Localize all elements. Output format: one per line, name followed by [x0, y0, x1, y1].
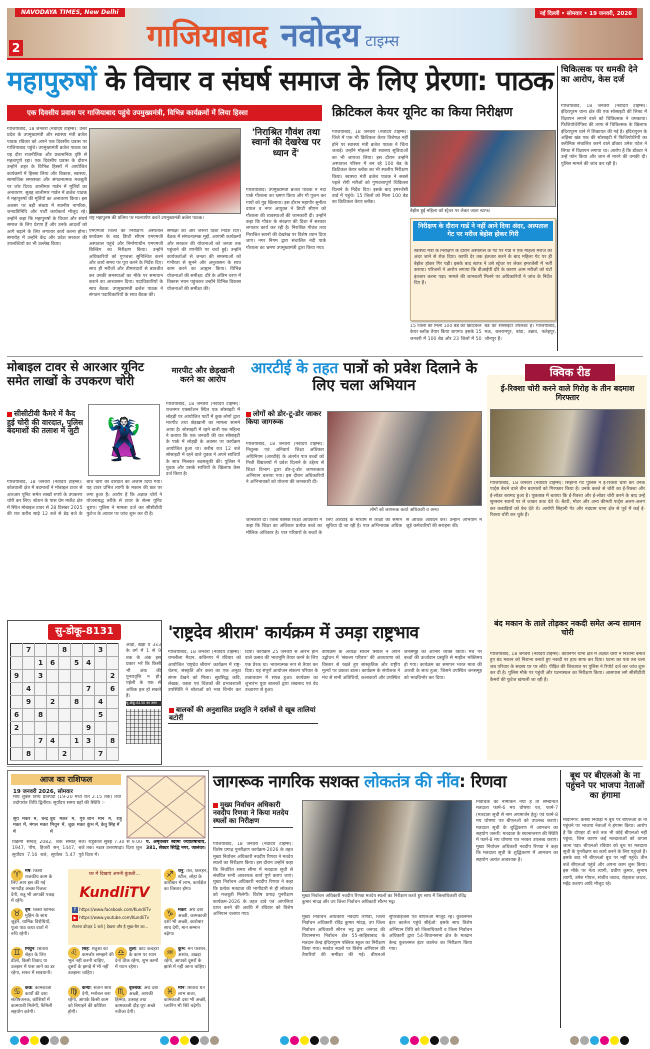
- lead-body-col3: समीक्षा की और जरूरी दिशा निर्देश दिए। बैठक में संगठनात्मक मुद्दों, आगामी कार्यक्रमों और सरकार की योजनाओं को जनता तक पहुंचाने की रणनीति पर चर्चा हुई। उन्होंने कार्यकर्ताओं से जनता की समस्याओं को गंभीरता से सुनने और अनुशासन के साथ काम करने का आह्वान किया। विभिन्न योजनाओं की समीक्षा: दौरे के अंतिम चरण में विकास भवन पहुंचकर उन्होंने विभिन्न विकास योजनाओं की समीक्षा की।: [167, 229, 241, 292]
- lead-headline: [7, 66, 553, 97]
- sudoku-cell: 5: [95, 709, 107, 722]
- sudoku-cell: [35, 696, 47, 709]
- sudoku-cell: [59, 709, 71, 722]
- zodiac-name: मिथुन: [25, 947, 35, 952]
- divider: [7, 356, 643, 357]
- sudoku-cell: [71, 722, 83, 735]
- erickshaw-body: गाजियाबाद, 18 जनवरी (नवोदय टाइम्स): सिहानी गेट पुलिस ने ई-रिक्शा चोरी कर उनके पार्ट्स बेचने वाले तीन बदमाशों को गिरफ्तार किया है। उनके कब्जे से चोरी का ई-रिक्शा और ई-लोडर बरामद हुआ है। पूछताछ में बताया कि ई-रिक्शा और ई-लोडर चोरी करने के बाद उन्हें सुनसान स्थानों पर ले जाकर काट देते थे। बैटरी, मोटर और अन्य कीमती पार्ट्स अलग-अलग कर कबाड़ियों को बेच देते थे। आरोपी सिहानी गेट और नंदग्राम थाना क्षेत्र से पूर्व में कई ई-रिक्शा चोरी कर चुके हैं।: [490, 481, 645, 519]
- facebook-icon: f: [72, 907, 78, 913]
- quick-read-tag: क्विक रीड: [525, 364, 615, 381]
- sudoku-cell: [23, 670, 35, 683]
- facebook-url[interactable]: https://www.facebook.com/KundliTv: [79, 907, 151, 912]
- rte-headline-highlight: आरटीई के तहत: [250, 359, 339, 377]
- vote-headline-highlight: लोकतंत्र की नींव: [364, 772, 460, 791]
- sudoku-cell: [11, 748, 23, 761]
- sudoku-answer-label: सु-डोकू-8130 का उत्तर: [126, 701, 161, 706]
- youtube-icon: ▶: [73, 915, 77, 920]
- sudoku-cell: [59, 735, 71, 748]
- sudoku-cell: [35, 748, 47, 761]
- vote-photo-caption: मुख्य निर्वाचन अधिकारी नवदीप रिणवा मतदेय स्थलों का निरीक्षण करते हुए साथ में जिलाधिकारी रविंद्र कुमार मांदड़ और उप जिला निर्वाचन अधिकारी सौरभ भट्ट।: [302, 894, 467, 905]
- sudoku-cell: [71, 748, 83, 761]
- vote-bullet: मुख्य निर्वाचन अधिकारी नवदीप रिणवा ने किया मतदेय स्थलों का निरीक्षण: [213, 801, 293, 828]
- rte-body2: जानकारी दी। जिला बेसिक शिक्षा अधिकारी ने कहा कि शिक्षा का अधिकार प्रत्येक बच्चे का मौलिक अधिकार है। पात्र परिवारों के बच्चों के लिए आरटीई के माध्यम से शिक्षा की समान सुविधा दी जा रही है। पात्र अभिभावक अधिक से अधिक आवेदन करें। उन्होंने अभियान में जुड़े कर्मचारियों की सराहना की।: [246, 518, 482, 536]
- erickshaw-headline: ई-रिक्शा चोरी करने वाले गिरोह के तीन बदमाश गिरफ्तार: [500, 384, 635, 402]
- sudoku-cell: [59, 670, 71, 683]
- zodiac-name: वृश्चिक: [129, 986, 141, 991]
- sudoku-cell: 8: [23, 748, 35, 761]
- lead-photo: [89, 128, 241, 214]
- title-brand: नवोदय: [280, 16, 361, 54]
- sudoku-cell: [107, 696, 119, 709]
- sudoku-cell: [47, 670, 59, 683]
- sudoku: [7, 620, 162, 765]
- registration-dots-mid: [160, 1030, 220, 1049]
- icu-headline: क्रिटिकल केयर यूनिट का किया निरीक्षण: [332, 104, 513, 119]
- icu-box-body: स्वास्थ्य मंत्री के निरीक्षण के दौरान अस्पताल के गेट पर गार्ड ने एक महिला मरीज को अंदर जाने से रोक दिया। काफी देर तक इंतजार करने के बाद महिला गेट पर ही बेहोश होकर गिर पड़ी। इसके बाद स्टाफ ने उसे स्ट्रेचर पर लेकर इमरजेंसी में भर्ती कराया। परिजनों ने आरोप लगाया कि वीआईपी दौरे के कारण आम मरीजों को घंटों इंतजार करना पड़ा। मामले की जानकारी मिलने पर अधिकारियों ने जांच के निर्देश दिए हैं।: [414, 249, 552, 287]
- kundli-timing: रोजाना दोपहर 1 बजे | देखना और है सुख-चैन का...: [72, 924, 149, 929]
- sudoku-cell: [11, 644, 23, 657]
- zodiac-sign-4: ♋ कर्क: कामकाजी कार्यों की दशा संतोषजनक, कोशिशों में कामयाबी मिलेगी, फैमिली सहयोग करेगी।: [11, 986, 53, 1015]
- zodiac-text: संतान साथ देगी, मनोबल बना रहेगा, आपके किसी काम को बिगाड़ने की कोशिश होगी।: [68, 986, 112, 1015]
- zodiac-name: कन्या: [82, 986, 91, 991]
- masthead: [7, 8, 643, 60]
- sudoku-cell: 7: [95, 748, 107, 761]
- sudoku-cell: 4: [83, 657, 95, 670]
- zodiac-text: अर्थ दशा अच्छी, आपकी हिम्मत, उत्साह तथा कामकाजी दौड़ धूप अच्छे नतीजा देगी।: [115, 986, 159, 1015]
- zodiac-icon: ♉: [11, 908, 23, 920]
- gaushala-headline: 'निराश्रित गौवंश तथा स्वानों की देखरेख पर ध्यान दें': [251, 128, 321, 159]
- zodiac-name: मेष: [25, 869, 31, 874]
- title-city: गाजियाबाद: [147, 19, 268, 54]
- vote-headline-a: जागरूक नागरिक सशक्त: [213, 772, 365, 791]
- lead-subhead: एक दिवसीय प्रवास पर गाजियाबाद पहुंचे उपमुख्यमंत्री, विभिन्न कार्यक्रमों में लिया हिस्सा: [7, 105, 322, 121]
- sudoku-cell: 4: [95, 696, 107, 709]
- icu-photo: [410, 130, 556, 207]
- zodiac-sign-2: ♉ वृष: किसी धार्मिक मुहिम के साथ जुड़ने, धार्मिक विरोधियों, पूजा पाठ कथा वार्ता में रुचि रहेगी।: [11, 908, 55, 937]
- kundli-ad-brand: KundliTV: [79, 885, 150, 901]
- zodiac-sign-12: ♓ मीन: सितारा धन लाभ वाला, कामकाजी दशा भी अच्छी, प्लानिंग भी सिरे चढ़ेगी।: [164, 986, 207, 1009]
- sudoku-cell: [107, 709, 119, 722]
- facebook-link[interactable]: [72, 907, 161, 913]
- registration-dots-mid3: [400, 1030, 460, 1049]
- zodiac-sign-8: ♏ वृश्चिक: अर्थ दशा अच्छी, आपकी हिम्मत, उत्साह तथा कामकाजी दौड़ धूप अच्छे नतीजा देगी।: [115, 986, 159, 1015]
- sudoku-cell: [11, 657, 23, 670]
- sudoku-rules: आड़ी, खड़ी व 3x3 के वर्ग में 1 से 9 तक के अंक इस प्रकार भरें कि किसी भी अंक की पुनरावृत्ति न हो। पहेली के एक से अधिक हल हो सकते हैं।: [126, 643, 161, 699]
- sudoku-cell: [59, 722, 71, 735]
- zodiac-sign-7: ♎ तुला: कोर्ट कचहरी के काम पर ध्यान देना ठीक रहेगा, शुभ कामों में ध्यान रहेगा।: [115, 947, 159, 970]
- dateline: नई दिल्ली • सोमवार • 19 जनवरी, 2026: [535, 8, 637, 18]
- zodiac-text: मन परेशान, अशांत, उखड़ा रहेगा, आपको दूसरों के झांसे में नहीं आना चाहिए।: [164, 947, 207, 970]
- sudoku-cell: [83, 709, 95, 722]
- sudoku-cell: 2: [59, 748, 71, 761]
- sudoku-title: [48, 624, 121, 640]
- sudoku-cell: [107, 644, 119, 657]
- ramfest-headline: 'राष्ट्रदेव श्रीराम' कार्यक्रम में उमड़ा राष्ट्रभाव: [168, 623, 419, 643]
- rte-headline: [246, 360, 482, 395]
- sudoku-cell: [83, 696, 95, 709]
- erickshaw-photo: [490, 409, 645, 477]
- rashifal-author: पं. अमृतेश्वर स्वामी ज्योतिषाचार्य, 381, सेक्टर सिद्धि नगर, जालंधर।: [146, 840, 206, 852]
- theft-bullet: सीसीटीवी कैमरे में कैद हुई चोरी की वारदात, पुलिस बदमाशों की तलाश में जुटी: [7, 409, 84, 436]
- divider: [7, 766, 643, 767]
- zodiac-icon: ♎: [115, 947, 127, 959]
- rashifal-title: आज का राशिफल: [11, 774, 121, 785]
- rashifal-date: 19 जनवरी 2026, सोमवार: [13, 789, 73, 795]
- zodiac-name: तुला: [129, 947, 136, 952]
- planet-3: शनि मीन में, राहु कुंभ में, केतु सिंह में: [87, 817, 122, 829]
- sudoku-cell: [47, 748, 59, 761]
- sudoku-cell: [83, 748, 95, 761]
- zodiac-sign-11: ♒ कुंभ: मन परेशान, अशांत, उखड़ा रहेगा, आपको दूसरों के झांसे में नहीं आना चाहिए।: [164, 947, 207, 970]
- lead-headline-rest: के विचार व संघर्ष समाज के लिए प्रेरणा: पाठक: [96, 66, 554, 97]
- sudoku-title-text: -डोकू-8131: [62, 626, 114, 637]
- zodiac-text: तेल, तिलहन, स्टील, लोहा के कारोबार में लाभ, कार्यक्षेत्र का विस्तार होगा।: [164, 869, 208, 892]
- ramfest-bullet: बालकों की अनुशासित प्रस्तुति ने दर्शकों से खूब तालियां बटोरीं: [168, 705, 318, 724]
- zodiac-sign-6: ♍ कन्या: संतान साथ देगी, मनोबल बना रहेगा, आपके किसी काम को बिगाड़ने की कोशिश होगी।: [68, 986, 112, 1015]
- ramfest-body2: कार्यक्रम के अध्यक्ष सचिन सिंघल ने अपने उद्बोधन में 'संकल्प परिवार' की अवधारणा को विस्तार से रखते हुए सांस्कृतिक और राष्ट्रीय मूल्यों पर प्रकाश डाला। कार्यक्रम के संयोजक ने मंच से सभी अतिथियों, कलाकारों और उपस्थित जनसमूह का आभार व्यक्त किया। मंच पर बच्चों की ऊर्जावान प्रस्तुति से माहौल भक्तिमय हो गया। कार्यक्रम का समापन भारत माता की आरती के साथ हुआ, जिसने उपस्थित जनसमूह को भावविभोर कर दिया।: [322, 650, 482, 681]
- edition-label: NAVODAYA TIMES, New Delhi: [15, 8, 125, 17]
- sudoku-cell: [95, 670, 107, 683]
- rashifal-tithi: माघ शुक्ल तिथि प्रतिपदा (19-20 मध्य रात 2.15 तक) तथा तदोपरांत तिथि द्वितीया। सूर्योदय समय ग्रहों की स्थिति :-: [13, 795, 121, 807]
- lead-headline-highlight: महापुरुषों: [7, 66, 97, 97]
- sudoku-cell: 5: [71, 657, 83, 670]
- zodiac-name: वृष: [25, 908, 31, 913]
- sudoku-cell: 4: [47, 735, 59, 748]
- ramfest-body: गाजियाबाद, 18 जनवरी (नवोदय टाइम्स): रामलीला मैदान, कविनगर में रविवार को आयोजित 'राष्ट्रदेव श्रीराम' कार्यक्रम में राष्ट्र-चेतना, संस्कृति और कला का एक अनूठा संगम देखने को मिला। सुप्रसिद्ध कवि, लेखक, वक्ता एवं चिंतकों की प्रभावशाली उपस्थिति ने श्रोताओं को भाव विभोर कर दिया। कार्यक्रम 25 जनवरी से आरंभ होने वाले उत्सव की भावभूमि तैयार करने के लिए एक प्रेरक था। भावनात्मक रूप से तैयार कर दिया। यह संपूर्ण आयोजन संकल्प परिवार के तत्वावधान में संपन्न हुआ। कार्यक्रम का शुभारंभ युवा बालकों द्वारा शंखनाद एवं वेद उच्चारण से हुआ।: [168, 650, 318, 694]
- kundli-ad-tag: घर में दिखाएं अपनी कुंडली...: [89, 872, 140, 877]
- zodiac-sign-1: ♈ मेष: किसी राजकीय काम के लिए आप इस की गई भागदौड़ अच्छा रिजल्ट देगी, शत्रु भी आपकी पकड़ में रहेंगे।: [11, 869, 55, 904]
- zodiac-icon: ♑: [164, 908, 176, 920]
- vote-headline: [213, 773, 506, 792]
- theft-headline: मोबाइल टावर से आरआर यूनिट समेत लाखों के उपकरण चोरी: [7, 360, 144, 388]
- zodiac-name: मीन: [178, 986, 185, 991]
- zodiac-icon: ♋: [11, 986, 23, 998]
- sudoku-cell: [47, 644, 59, 657]
- vote-photo: [302, 800, 472, 892]
- zodiac-icon: ♓: [164, 986, 176, 998]
- zodiac-icon: ♒: [164, 947, 176, 959]
- vote-body: गाजियाबाद, 18 जनवरी (नवोदय टाइम्स): विशेष प्रगाढ़ पुनरीक्षण कार्यक्रम-2026 के तहत मुख्य निर्वाचन अधिकारी नवदीप रिणवा ने मतदेय स्थलों का निरीक्षण किया। इस दौरान उन्होंने कहा कि निर्धारित समय सीमा में मतदाता सूची से संबंधित सभी आवश्यक कार्य पूर्ण कराए जाएं। मुख्य निर्वाचन अधिकारी नवदीप रिणवा ने कहा कि प्रत्येक मतदाता की भागीदारी से ही लोकतंत्र को मजबूती मिलेगी। विशेष प्रगाढ़ पुनरीक्षण कार्यक्रम-2026 के तहत दावे एवं आपत्तियां प्राप्त करने की अवधि में रविवार को विशेष अभियान चलाया गया।: [213, 842, 293, 918]
- zodiac-icon: ♌: [68, 947, 80, 959]
- icu-body: गाजियाबाद, 18 जनवरी (नवोदय टाइम्स): जिले में एक भी क्रिटिकल केयर विशेषज्ञ नहीं होने पर स्वास्थ्य मंत्री ब्रजेश पाठक ने चिंता जताई। उन्होंने मोहल्ले की स्वास्थ्य सुविधाओं का भी जायजा लिया। इस दौरान उन्होंने अस्पताल परिसर में बन रहे 100 बेड के क्रिटिकल केयर ब्लॉक का भी स्थलीय निरीक्षण किया। स्वास्थ्य मंत्री ब्रजेश पाठक ने सबसे पहले रोगी मरीजों को गुणवत्तापूर्ण चिकित्सा दिलाने के निर्देश दिए। इसके बाद इमरजेंसी वार्ड में पहुंचे। 15 जिलों को मिला 100 बेड का क्रिटिकल केयर ब्लॉक।: [332, 130, 408, 206]
- zodiac-sign-5: ♌ सिंह: शत्रुओं को कमजोर समझने की भूल नहीं करनी चाहिए, दूसरों के झगड़े में भी नहीं उलझना चाहिए।: [68, 947, 114, 976]
- color-registration-marks: [10, 1030, 650, 1042]
- blo-body: मोदीनगर: कस्बा निवाड़ी में बूथ पर बीएलओ के ना पहुंचने पर भाजपा नेताओं ने हंगामा किया। आरोप है कि दोपहर दो बजे तक भी कोई बीएलओ नहीं पहुंचा, जिस कारण कई मतदाताओं को वापस जाना पड़ा। बीएलओ रविवार को बूथ पर मतदाता सूची के पुनरीक्षण का कार्य करने के लिए पहुंचते हैं। इसके बाद भी बीएलओ बूथ पर नहीं पहुंचे। तीन बजे बीएलओ पहुंचे और अपना काम शुरू किया। इस मौके पर नेता त्यागी, प्रवीण कुमार, सुभाष त्यागी, उमेश गोयल, संजीव जाटव, रोहताश जाटव, महेंद्र कश्यप आदि मौजूद रहे।: [563, 818, 647, 888]
- sudoku-cell: [11, 735, 23, 748]
- sudoku-cell: [71, 670, 83, 683]
- panchang: विक्रमी सम्वत् 2082, शक सम्वत् 1947, पौष, हिजरी सन् 1447, सूर्योदय 7.16 बजे, सूर्यास्त 5.47 बजे। राहुकाल सुबह 7.30 से 9.00 बजे तक। नक्षत्र उत्तराषाढ़ा। दिशा शूल पूर्व दिशा में।: [12, 840, 142, 858]
- sudoku-cell: [83, 670, 95, 683]
- sudoku-cell: [23, 722, 35, 735]
- sudoku-cell: 8: [107, 735, 119, 748]
- lead-photo-caption: राष्ट्र महापुरुष की प्रतिमा पर माल्यार्पण करते उपमुख्यमंत्री ब्रजेश पाठक।: [89, 216, 204, 221]
- rte-headline-rest: पात्रों को प्रवेश दिलाने के लिए चला अभियान: [312, 359, 478, 395]
- sudoku-cell: [35, 683, 47, 696]
- doctor-headline: चिकित्सक पर धमकी देने का आरोप, केस दर्ज: [561, 65, 638, 85]
- icu-box: [410, 218, 556, 321]
- sudoku-cell: [59, 696, 71, 709]
- sudoku-cell: [35, 722, 47, 735]
- zodiac-icon: ♈: [11, 869, 23, 881]
- zodiac-text: कोर्ट कचहरी के काम पर ध्यान देना ठीक रहेगा, शुभ कामों में ध्यान रहेगा।: [115, 947, 159, 970]
- sudoku-cell: [47, 683, 59, 696]
- zodiac-icon: ♍: [68, 986, 80, 998]
- vote-body3: निर्वाचक का नामांकन नया है तो सम्बन्धित मतदाता फार्म-6 मय घोषणा पत्र, फार्म-7 (मतदाता सूची से नाम अपमार्जन हेतु) एवं फार्म-8 मय घोषणा पत्र बीएलओ को उपलब्ध कराएं। मतदाता सूची के शुद्धिकरण में आमजन का सहयोग जरूरी: मतदाता के स्थानान्तरण की स्थिति में फार्म-8 मय घोषणा पत्र भरकर उपलब्ध कराएं। मुख्य निर्वाचन अधिकारी नवदीप रिणवा ने कहा कि मतदाता सूची के शुद्धिकरण में आमजन का सहयोग अत्यंत आवश्यक है।: [476, 800, 558, 863]
- sudoku-cell: [71, 709, 83, 722]
- sudoku-cell: 3: [35, 670, 47, 683]
- rashifal: [7, 770, 209, 1032]
- sudoku-cell: 2: [11, 722, 23, 735]
- youtube-link[interactable]: [72, 915, 161, 921]
- zodiac-text: कामकाजी कार्यों की दशा संतोषजनक, कोशिशों में कामयाबी मिलेगी, फैमिली सहयोग करेगी।: [11, 986, 53, 1015]
- zodiac-text: किसी धार्मिक मुहिम के साथ जुड़ने, धार्मिक विरोधियों, पूजा पाठ कथा वार्ता में रुचि रहेगी।: [11, 908, 55, 937]
- sudoku-cell: [107, 722, 119, 735]
- rte-photo: [327, 411, 482, 506]
- rte-bullet: लोगों को डोर-टू-डोर जाकर किया जागरूक: [246, 410, 324, 426]
- paper-title: [147, 16, 400, 54]
- zodiac-text: सितारा सेहत के लिए ढीला, किसी विवाद या उलझन में फंस जाने का डर रहेगा, सफर में सावधानी।: [11, 947, 55, 976]
- sudoku-cell: [35, 644, 47, 657]
- sudoku-cell: 8: [59, 644, 71, 657]
- registration-dots-mid2: [280, 1030, 340, 1049]
- zodiac-icon: ♏: [115, 986, 127, 998]
- zodiac-name: कुंभ: [178, 947, 185, 952]
- sudoku-cell: 9: [83, 722, 95, 735]
- zodiac-text: सितारा धन लाभ वाला, कामकाजी दशा भी अच्छी, प्लानिंग भी सिरे चढ़ेगी।: [164, 986, 207, 1009]
- zodiac-name: सिंह: [82, 947, 89, 952]
- sudoku-cell: 8: [71, 696, 83, 709]
- burglary-body: गाजियाबाद, 18 जनवरी (नवोदय टाइम्स): कविनगर थाना क्षेत्र में अज्ञात चोरों ने निशाना बनाते हुए बंद मकान को निशाना बनाते हुए नकदी पर हाथ साफ कर दिया। घटना का पता तब चला जब परिवार के सदस्य घर पर लौटे। पीड़ित की शिकायत पर पुलिस ने रिपोर्ट दर्ज कर जांच शुरू कर दी है। पुलिस मौके पर पहुंची और घटनास्थल का निरीक्षण किया। आसपास लगे सीसीटीवी कैमरों की फुटेज खंगाली जा रही है।: [490, 652, 645, 683]
- thief-illustration: 🦹: [88, 404, 160, 476]
- theft-body: गाजियाबाद, 18 जनवरी (नवोदय टाइम्स): कोतवाली क्षेत्र में बदमाशों ने मोबाइल टावर से आरआर यूनिट समेत लाखों रुपये के उपकरण चोरी कर लिए। स्टेशन के पास प्रेम मार्केट क्षेत्र में स्थित मोबाइल टावर से 28 दिसंबर 2025 की रात करीब साढ़े 12 बजे से डेढ़ बजे के बीच चोरी की वारदात को अंजाम दिया गया। यह टावर प्रभित त्यागी के मकान की छत पर लगा हुआ है। आरोप है कि अज्ञात चोरों ने योजनाबद्ध तरीके से टावर के सेल्स यूनिट चुराए। पुलिस ने मामला दर्ज कर सीसीटीवी फुटेज के आधार पर जांच शुरू कर दी है।: [7, 480, 162, 518]
- sudoku-cell: [23, 709, 35, 722]
- sudoku-answer-grid: [126, 709, 161, 744]
- zodiac-icon: ♊: [11, 947, 23, 959]
- icu-photo-caption: बेहोश हुई महिला को स्ट्रेचर पर लेकर जाता स्टाफ।: [410, 209, 491, 214]
- gaushala-body: गाजियाबाद। उपमुख्यमंत्री ब्रजेश पाठक ने नंदी पार्क गौशाला का भ्रमण किया और गौ पूजन कर गायों को गुड़ खिलाया। इस दौरान महापौर सुनीता दयाल व नगर आयुक्त ने डिप्टी सीएम को गौशाला की व्यवस्थाओं की जानकारी दी। उन्होंने कहा कि गौवंश के संरक्षण की दिशा में सरकार लगातार कार्य कर रही है। निराश्रित गौवंश तथा निराश्रित स्वानों की देखरेख पर विशेष ध्यान दिया जाए। नगर निगम द्वारा संचालित नंदी पार्क गौशाला का भ्रमण उपमुख्यमंत्री द्वारा किया गया।: [246, 188, 326, 251]
- youtube-url[interactable]: https://www.youtube.com/KundliTv: [79, 915, 150, 920]
- sudoku-cell: [71, 644, 83, 657]
- planet-1: सूर्य मकर में, चन्द्र मकर में, मंगल मकर में: [13, 817, 48, 835]
- sudoku-cell: 7: [83, 683, 95, 696]
- sudoku-cell: 3: [95, 644, 107, 657]
- burglary-headline: बंद मकान के ताले तोड़कर नकदी समेत अन्य सामान चोरी: [494, 619, 641, 637]
- icu-box-title: निरीक्षण के दौरान गार्ड ने नहीं आने दिया अंदर, अस्पताल गेट पर मरीज बेहोश होकर गिरी: [413, 221, 553, 241]
- rte-body: गाजियाबाद, 18 जनवरी (नवोदय टाइम्स): निशुल्क एवं अनिवार्य शिक्षा अधिकार अधिनियम (आरटीई) के अंतर्गत पात्र बच्चों को निजी विद्यालयों में प्रवेश दिलाने के उद्देश्य से शिक्षा विभाग द्वारा डोर-टू-डोर जागरूकता अभियान चलाया गया। इस दौरान अधिकारियों ने अभिभावकों को योजना की जानकारी दी।: [246, 442, 324, 486]
- sudoku-cell: [107, 748, 119, 761]
- sudoku-grid: [10, 643, 119, 761]
- zodiac-name: मकर: [178, 908, 186, 913]
- sudoku-cell: [95, 722, 107, 735]
- sudoku-cell: 4: [23, 683, 35, 696]
- zodiac-text: अर्थ दशा अच्छी, कामकाजी दशा भी अच्छी, कारोबार साथ देगी, मान सम्मान बढ़ेगा।: [164, 908, 207, 937]
- sudoku-cell: 9: [11, 670, 23, 683]
- sudoku-title-letter: सु: [55, 626, 62, 637]
- sudoku-cell: [71, 683, 83, 696]
- sudoku-cell: 3: [83, 735, 95, 748]
- zodiac-name: धनु: [178, 869, 184, 874]
- divider: [560, 770, 561, 1028]
- lead-body: गाजियाबाद, 18 जनवरी (नवोदय टाइम्स): उत्तर प्रदेश के उपमुख्यमंत्री और स्वास्थ्य मंत्री ब्रजेश पाठक रविवार को अपने एक दिवसीय प्रवास पर गाजियाबाद पहुंचे। उपमुख्यमंत्री ब्रजेश पाठक का यह दौरा राजनीतिक और प्रशासनिक दृष्टि से महत्वपूर्ण रहा। एक दिवसीय प्रवास के दौरान उन्होंने शहर के विभिन्न हिस्सों में आयोजित कार्यक्रमों में हिस्सा लिया और विकास, स्वास्थ्य, सामाजिक समरसता और संगठनात्मक मजबूती पर जोर दिया। शालीमार गार्डन में मूर्तियों का अनावरण: सुबह शालीमार गार्डन में ब्रजेश पाठक ने महापुरुषों की मूर्तियों का अनावरण किया। इस अवसर पर बड़ी संख्या में स्थानीय नागरिक, जनप्रतिनिधि और पार्टी कार्यकर्ता मौजूद रहे। उन्होंने कहा कि महापुरुषों के विचार और संघर्ष समाज के लिए प्रेरणा हैं और उनके आदर्शों को आगे बढ़ाने के लिए लगातार कार्य करना होगा। समारोह में उन्होंने केंद्र और प्रदेश सरकार की उपलब्धियों का भी उल्लेख किया।: [7, 127, 87, 248]
- zodiac-icon: ♐: [164, 869, 176, 881]
- sudoku-cell: [95, 735, 107, 748]
- sudoku-cell: 1: [35, 657, 47, 670]
- sudoku-cell: 7: [35, 735, 47, 748]
- zodiac-text: किसी राजकीय काम के लिए आप इस की गई भागदौड़ अच्छा रिजल्ट देगी, शत्रु भी आपकी पकड़ में रहेंगे।: [11, 869, 55, 904]
- sudoku-cell: 2: [107, 670, 119, 683]
- title-suffix: टाइम्स: [365, 32, 400, 50]
- zodiac-sign-3: ♊ मिथुन: सितारा सेहत के लिए ढीला, किसी विवाद या उलझन में फंस जाने का डर रहेगा, सफर में सावधानी।: [11, 947, 55, 976]
- kundli-ad: [68, 869, 161, 945]
- rte-photo-caption: लोगों को जागरूक करते अधिकारी व अन्य।: [369, 508, 440, 513]
- sudoku-cell: [23, 657, 35, 670]
- planet-2: बुध मकर में, गुरु मिथुन में, शुक्र मकर में: [50, 817, 85, 835]
- vote-headline-b: : रिणवा: [459, 772, 507, 791]
- lead-body-col2: एमएमजी जिला का निरीक्षण: अस्पताल कार्यक्रम के बाद डिप्टी सीएम एमएमजी अस्पताल पहुंचे और निर्माणाधीन एमएमजी बिल्डिंग का निरीक्षण किया। उन्होंने अधिकारियों को गुणवत्ता सुनिश्चित करने और कार्य समय पर पूरा करने के निर्देश दिए। साथ ही मरीजों और तीमारदारों से बातचीत कर उनकी समस्याओं का मौके पर समाधान कराने का आश्वासन दिया। पदाधिकारियों के साथ बैठक: उपमुख्यमंत्री ब्रजेश पाठक ने संगठन पदाधिकारियों के साथ बैठक की।: [89, 229, 163, 299]
- assault-headline: मारपीट और छेड़खानी करने का आरोप: [171, 366, 235, 385]
- sudoku-cell: [95, 683, 107, 696]
- sudoku-cell: [47, 709, 59, 722]
- sudoku-cell: [11, 696, 23, 709]
- blo-headline: बूथ पर बीएलओ के ना पहुंचने पर भाजपा नेताओं का हंगामा: [565, 771, 645, 801]
- registration-dots-left: [10, 1030, 70, 1049]
- sudoku-cell: [95, 657, 107, 670]
- sudoku-cell: [83, 644, 95, 657]
- sudoku-cell: 9: [23, 696, 35, 709]
- zodiac-sign-9: ♐ धनु: तेल, तिलहन, स्टील, लोहा के कारोबार में लाभ, कार्यक्षेत्र का विस्तार होगा।: [164, 869, 208, 892]
- page-number: 2: [9, 40, 23, 56]
- zodiac-text: शत्रुओं को कमजोर समझने की भूल नहीं करनी चाहिए, दूसरों के झगड़े में भी नहीं उलझना चाहिए।: [68, 947, 114, 976]
- zodiac-sign-10: ♑ मकर: अर्थ दशा अच्छी, कामकाजी दशा भी अच्छी, कारोबार साथ देगी, मान सम्मान बढ़ेगा।: [164, 908, 207, 937]
- vote-body2: मुख्य निर्वाचन अधिकारी नवदीप रिणवा, जिला निर्वाचन अधिकारी रविंद्र कुमार मांदड़, उप जिला निर्वाचन अधिकारी सौरभ भट्ट द्वारा जनपद की विधानसभा निर्वाचन क्षेत्र 55-साहिबाबाद के मतदान केन्द्र इंदिरापुरम पब्लिक स्कूल का निरीक्षण किया गया। मतदेय स्थलों पर विशेष अभियान की तैयारियों की समीक्षा की गई। बीएलओ सुपरवाइजर्स एवं बीएलओ मौजूद रहे। कुशलमल इंटर कालेज पहुंचे सीईओ: इसके साथ विशेष अभियान तिथि को जिलाधिकारी व जिला निर्वाचन अधिकारी द्वारा 54-विधानसभा क्षेत्र के मतदान केन्द्र कुशलमल इंटर कालेज का निरीक्षण किया गया।: [302, 915, 472, 959]
- sudoku-cell: 2: [47, 696, 59, 709]
- assault-body: गाजियाबाद, 18 जनवरी (नवोदय टाइम्स): राजनगर एक्सटेंशन स्थित एक सोसाइटी में लोहड़ी पर आयोजित पार्टी में कुछ लोगों द्वारा मारपीट तथा छेड़खानी का मामला सामने आया है। सोसाइटी में रहने वाली एक महिला ने बताया कि एक जनवरी की रात सोसाइटी के पार्क में लोहड़ी के अवसर पर कार्यक्रम आयोजित हुआ था। करीब रात 12 बजे सोसाइटी में रहने वाले युवक ने अपने साथियों के साथ मिलकर बदसलूकी की। पुलिस ने युवक और उसके साथियों के खिलाफ केस दर्ज किया है।: [166, 402, 240, 478]
- icu-bottom: 15 जिलों को मिला 100 बेड का क्रिटिकल केयर ब्लॉक तैयार किया जाएगा। इसके 15 जनवरी में 100 बेड और 23 जिलों में 50 बेड का सोसाइटी उपलब्ध है। गाजियाबाद, मऊ, बलरामपुर, बांदा, उन्नाव, फतेहपुर, जौनपुर हैं।: [410, 324, 556, 342]
- sudoku-cell: 1: [71, 735, 83, 748]
- sudoku-cell: 6: [107, 683, 119, 696]
- sudoku-cell: 8: [35, 709, 47, 722]
- doctor-body: गाजियाबाद, 18 जनवरी (नवोदय टाइम्स): इंदिरापुरम थाना क्षेत्र की एक सोसाइटी की लिफ्ट में विज्ञापन लगाने वाले को चिकित्सक ने धमकाया। फिजियोथेरेपिस्ट की तरफ से चिकित्सक के खिलाफ इंदिरापुरम थाने में शिकायत की गई है। इंदिरापुरम के अहिंसा खंड एक की सोसाइटी में फिजियोथेरेपी का क्लीनिक संचालित करने वाले डॉक्टर उमेश पटेल ने लिफ्ट में विज्ञापन लगाया था। आरोप है कि डॉक्टर ने उन्हें फोन किया और जान से मारने की धमकी दी। पुलिस मामले की जांच कर रही है।: [561, 104, 647, 167]
- kundli-chart: [126, 775, 206, 839]
- sudoku-cell: [23, 735, 35, 748]
- sudoku-cell: 7: [23, 644, 35, 657]
- sudoku-cell: [59, 683, 71, 696]
- sudoku-cell: 6: [47, 657, 59, 670]
- registration-dots-right: [570, 1030, 630, 1049]
- sudoku-cell: [107, 657, 119, 670]
- zodiac-name: कर्क: [25, 986, 32, 991]
- sudoku-cell: [59, 657, 71, 670]
- sudoku-cell: [11, 683, 23, 696]
- sudoku-cell: 6: [11, 709, 23, 722]
- divider: [557, 66, 558, 351]
- sudoku-cell: [47, 722, 59, 735]
